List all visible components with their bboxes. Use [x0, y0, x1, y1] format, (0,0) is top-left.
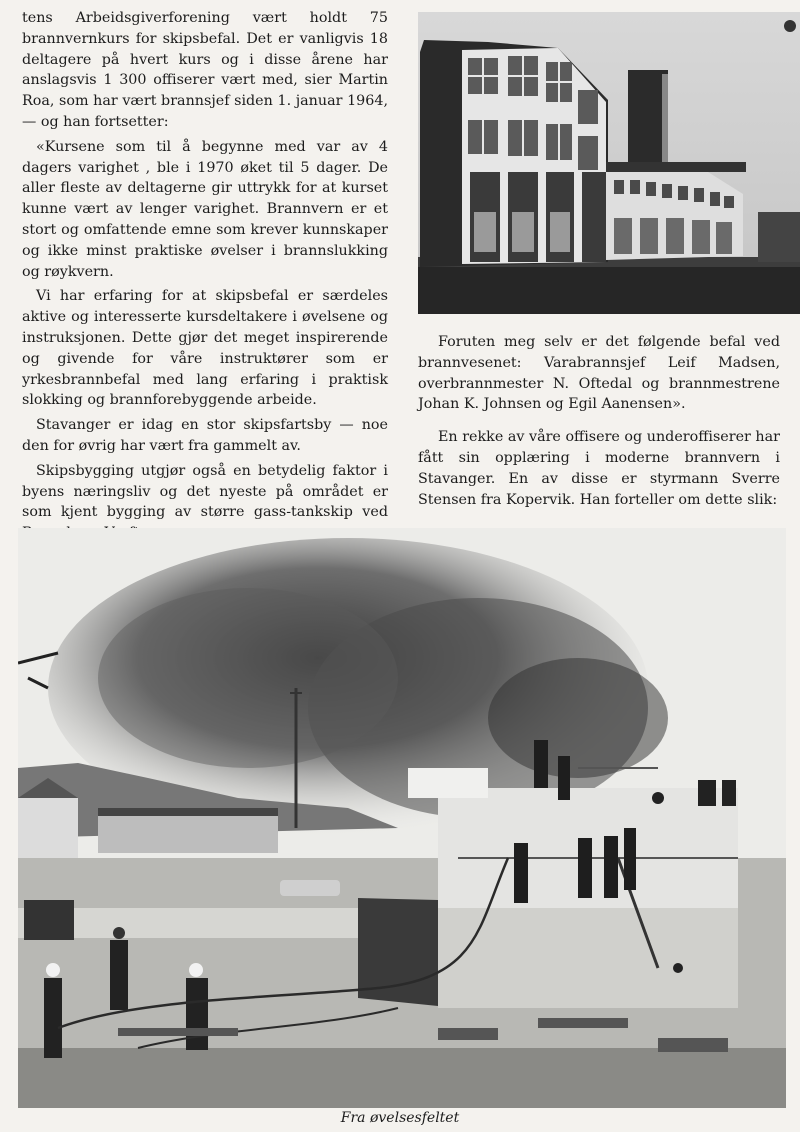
- paragraph: «Kursene som til å begynne med var av 4 dagers varighet , ble i 1970 øket til 5 dager. De aller fleste av deltagerne gir uttrykk for at kurset kunne vært av lenger varighet. Brannvern er et stort og omfattende emne som krever kunnskaper og ikke minst praktiske øvelser i brannslukking og røykvern.: [22, 138, 388, 280]
- paragraph: Foruten meg selv er det følgende befal ved brannvesenet: Varabrannsjef Leif Madsen, overbrannmester N. Oftedal og brannmestrene Johan K. Johnsen og Egil Aanensen».: [418, 334, 780, 413]
- photo-caption: Fra øvelsesfeltet: [340, 1110, 460, 1126]
- right-text-column: [418, 332, 780, 522]
- fire-station-photo: [418, 12, 800, 314]
- fire-drill-photo: [18, 528, 786, 1108]
- paragraph: Stavanger er idag en stor skipsfartsby — noe den for øvrig har vært fra gammelt av.: [22, 417, 388, 454]
- left-text-column: [22, 8, 388, 614]
- paragraph: tens Arbeidsgiverforening vært holdt 75 brannvernkurs for skipsbefal. Det er vanligvis 18 deltagere på hvert kurs og i disse årene har anslagsvis 1 300 offiserer vært med, sier Martin Roa, som har vært brannsjef siden 1. januar 1964, — og han fortsetter:: [22, 10, 388, 130]
- paragraph: En rekke av våre offisere og underoffiserer har fått sin opplæring i moderne brannvern i Stavanger. En av disse er styrmann Sverre Stensen fra Kopervik. Han forteller om dette slik:: [418, 429, 780, 508]
- paragraph: Skipsbygging utgjør også en betydelig faktor i byens næringsliv og det nyeste på området er som kjent bygging av større gass-tankskip ved: [22, 462, 388, 521]
- paragraph: Vi har erfaring for at skipsbefal er særdeles aktive og interesserte kursdeltakere i øvelsene og instruksjonen. Dette gjør det meget inspirerende og givende for våre instruktører som er yrkesbrannbefal med lang erfaring i praktisk slokking og brannforebyggende arbeide.: [22, 288, 388, 409]
